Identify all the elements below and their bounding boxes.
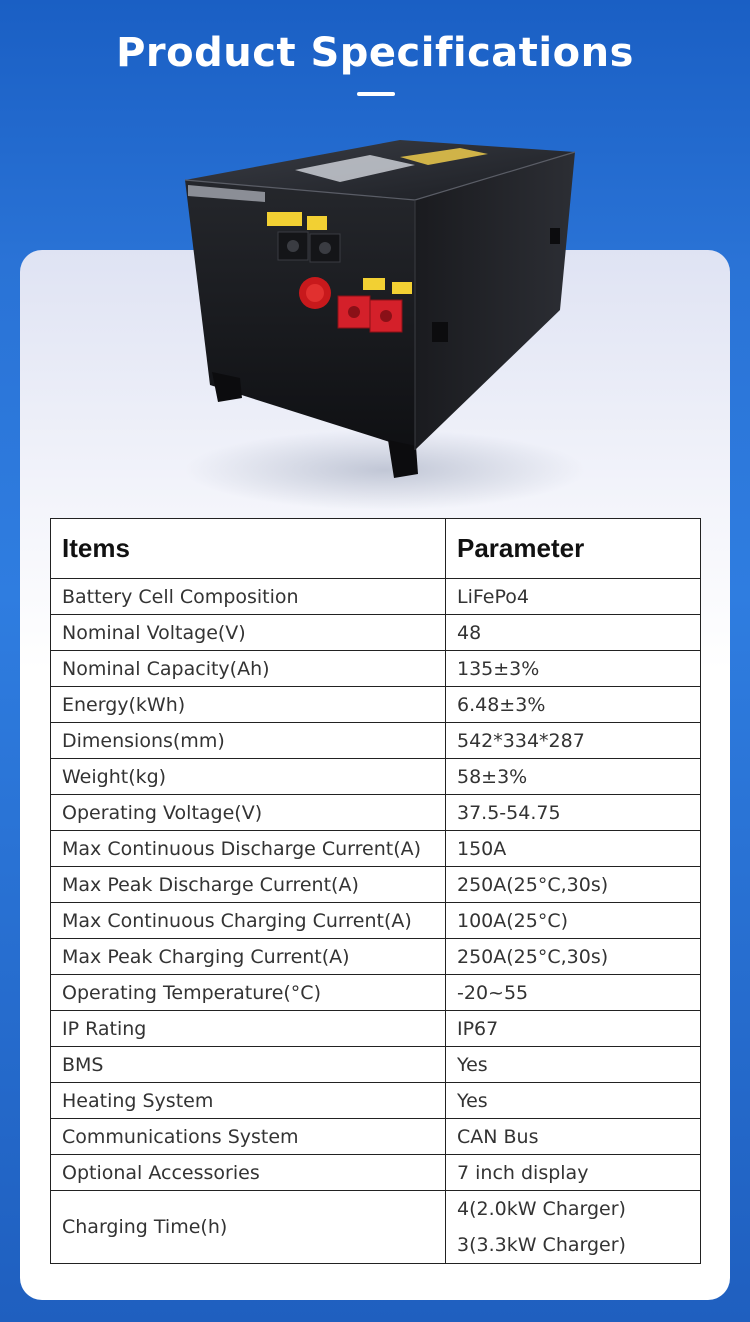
table-row: [51, 1047, 701, 1083]
value-cell: IP67: [446, 1011, 701, 1047]
item-cell: BMS: [51, 1047, 446, 1083]
value-cell: CAN Bus: [446, 1119, 701, 1155]
item-cell: Max Continuous Charging Current(A): [51, 903, 446, 939]
item-cell: Operating Voltage(V): [51, 795, 446, 831]
table-row: [51, 831, 701, 867]
item-cell: Dimensions(mm): [51, 723, 446, 759]
value-cell: 37.5-54.75: [446, 795, 701, 831]
value-cell: 58±3%: [446, 759, 701, 795]
specs-table: [50, 518, 701, 1264]
item-cell: Optional Accessories: [51, 1155, 446, 1191]
table-row: [51, 615, 701, 651]
value-cell: Yes: [446, 1083, 701, 1119]
value-cell: 48: [446, 615, 701, 651]
charging-time-value: 3(3.3kW Charger): [457, 1234, 626, 1256]
item-cell: Weight(kg): [51, 759, 446, 795]
table-row: [51, 579, 701, 615]
table-row: [51, 867, 701, 903]
item-cell: Energy(kWh): [51, 687, 446, 723]
table-header-row: [51, 519, 701, 579]
value-cell: 7 inch display: [446, 1155, 701, 1191]
value-cell: 6.48±3%: [446, 687, 701, 723]
item-cell: Nominal Capacity(Ah): [51, 651, 446, 687]
value-cell: 150A: [446, 831, 701, 867]
item-cell: Operating Temperature(°C): [51, 975, 446, 1011]
table-row: [51, 1155, 701, 1191]
header-parameter: Parameter: [446, 519, 701, 579]
item-cell: Nominal Voltage(V): [51, 615, 446, 651]
item-cell: Communications System: [51, 1119, 446, 1155]
table-row: [51, 723, 701, 759]
table-row-charging-time: [51, 1191, 701, 1264]
table-row: [51, 759, 701, 795]
item-cell: Battery Cell Composition: [51, 579, 446, 615]
value-cell: 250A(25°C,30s): [446, 939, 701, 975]
value-cell: -20~55: [446, 975, 701, 1011]
value-cell: 135±3%: [446, 651, 701, 687]
table-row: [51, 1083, 701, 1119]
table-row: [51, 1011, 701, 1047]
item-cell: Max Peak Discharge Current(A): [51, 867, 446, 903]
table-row: [51, 795, 701, 831]
value-cell: 250A(25°C,30s): [446, 867, 701, 903]
table-row: [51, 939, 701, 975]
item-cell: Heating System: [51, 1083, 446, 1119]
item-cell: Max Peak Charging Current(A): [51, 939, 446, 975]
value-cell: LiFePo4: [446, 579, 701, 615]
page-title: Product Specifications: [116, 30, 634, 76]
charging-time-value: 4(2.0kW Charger): [457, 1198, 626, 1220]
item-cell: Charging Time(h): [51, 1191, 446, 1264]
table-row: [51, 1119, 701, 1155]
value-cell: 542*334*287: [446, 723, 701, 759]
value-cell: Yes: [446, 1047, 701, 1083]
item-cell: Max Continuous Discharge Current(A): [51, 831, 446, 867]
item-cell: IP Rating: [51, 1011, 446, 1047]
value-cell: 100A(25°C): [446, 903, 701, 939]
table-row: [51, 903, 701, 939]
table-row: [51, 975, 701, 1011]
title-underline: [357, 92, 395, 96]
battery-product-image: [170, 140, 590, 520]
value-cell: [446, 1191, 701, 1264]
header-items: Items: [51, 519, 446, 579]
table-row: [51, 687, 701, 723]
table-row: [51, 651, 701, 687]
